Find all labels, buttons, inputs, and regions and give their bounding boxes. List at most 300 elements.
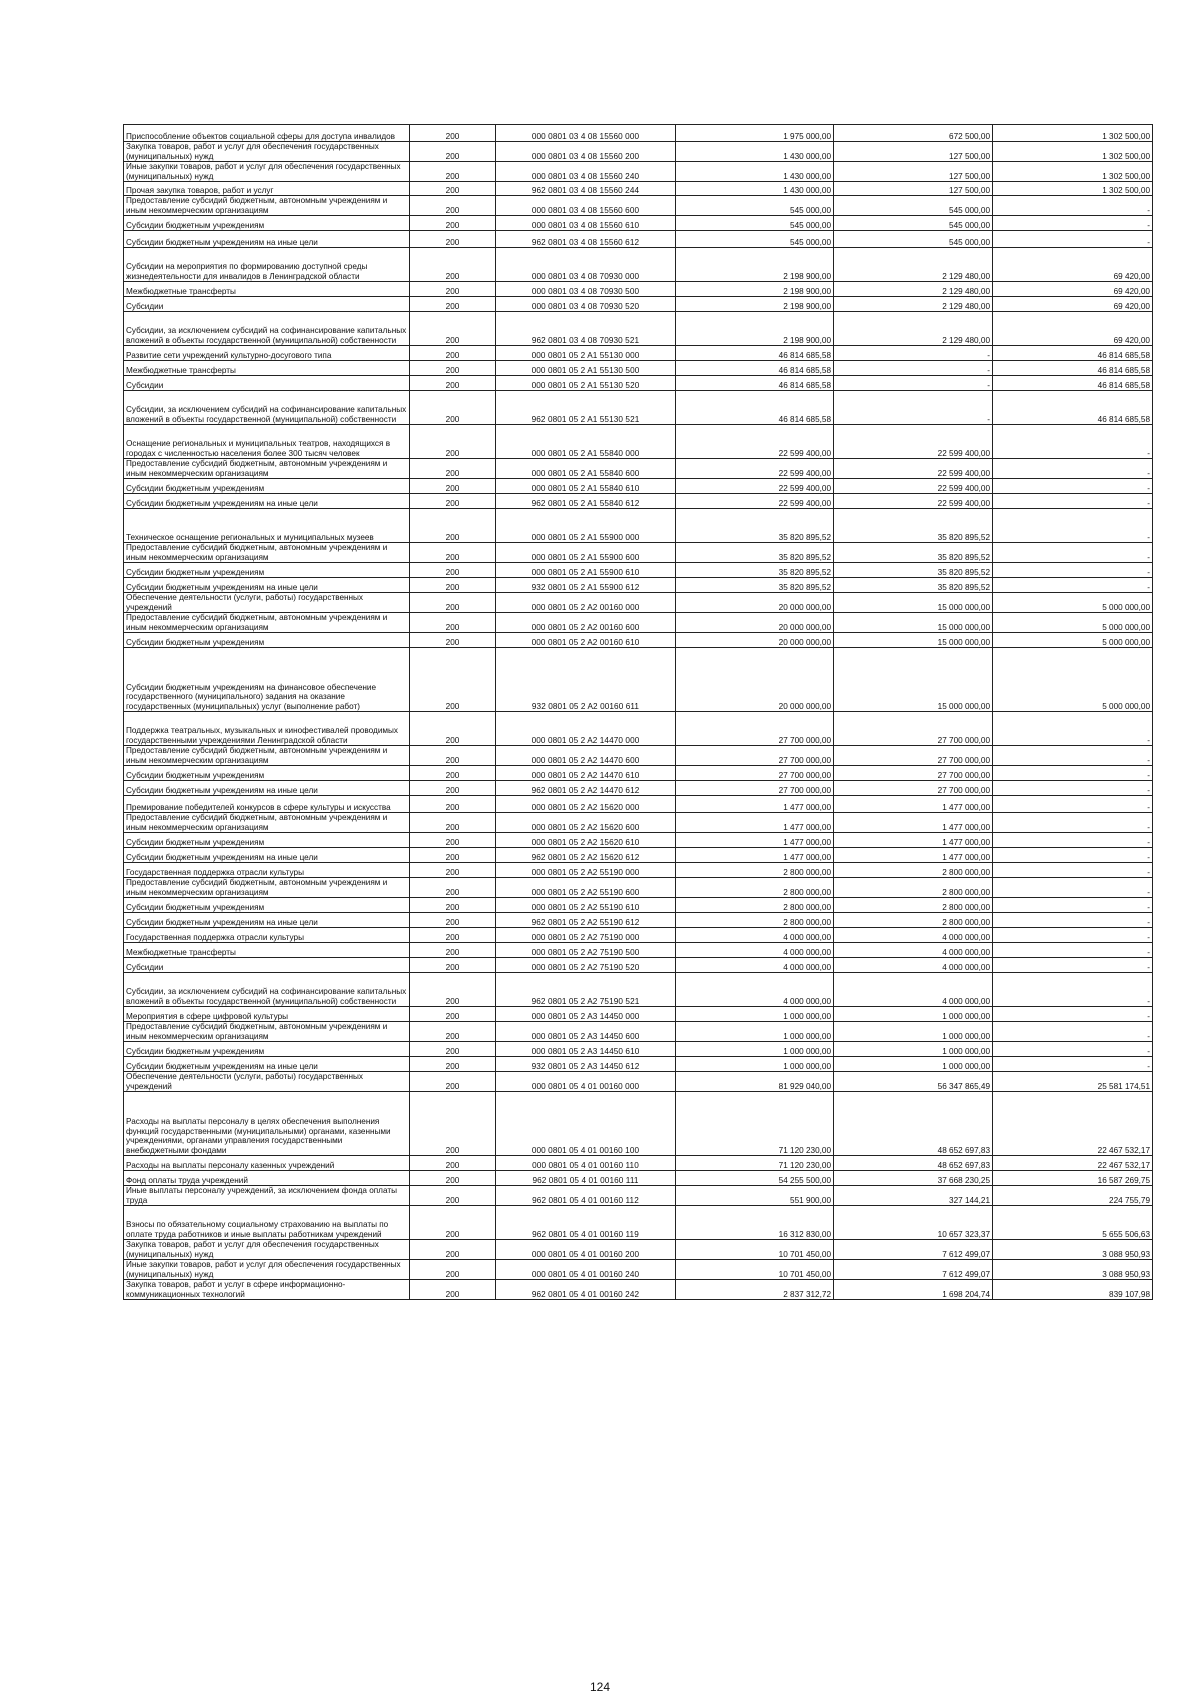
row-kbk-code: 000 0801 05 4 01 00160 000 <box>496 1072 676 1092</box>
row-approved-amount: 545 000,00 <box>676 196 834 216</box>
row-kbk-code: 962 0801 05 4 01 00160 111 <box>496 1171 676 1186</box>
row-unexecuted-amount: - <box>993 746 1153 766</box>
row-executed-amount: 56 347 865,49 <box>834 1072 993 1092</box>
row-unexecuted-amount: - <box>993 928 1153 943</box>
row-kbk-code: 962 0801 05 4 01 00160 242 <box>496 1280 676 1300</box>
row-approved-amount: 1 000 000,00 <box>676 1007 834 1022</box>
row-approved-amount: 35 820 895,52 <box>676 543 834 563</box>
row-code: 200 <box>410 766 496 781</box>
row-code: 200 <box>410 1206 496 1240</box>
row-name: Расходы на выплаты персоналу казенных учреждений <box>124 1156 410 1171</box>
row-code: 200 <box>410 563 496 578</box>
row-unexecuted-amount: 69 420,00 <box>993 248 1153 282</box>
row-executed-amount: 1 000 000,00 <box>834 1022 993 1042</box>
row-executed-amount: 4 000 000,00 <box>834 973 993 1007</box>
row-approved-amount: 4 000 000,00 <box>676 958 834 973</box>
table-row <box>124 479 1153 494</box>
row-approved-amount: 81 929 040,00 <box>676 1072 834 1092</box>
row-unexecuted-amount: 46 814 685,58 <box>993 376 1153 391</box>
row-executed-amount: 10 657 323,37 <box>834 1206 993 1240</box>
row-executed-amount: 4 000 000,00 <box>834 928 993 943</box>
row-code: 200 <box>410 796 496 813</box>
table-row <box>124 1240 1153 1260</box>
row-approved-amount: 2 800 000,00 <box>676 878 834 898</box>
row-approved-amount: 1 430 000,00 <box>676 162 834 182</box>
table-row <box>124 1260 1153 1280</box>
row-code: 200 <box>410 125 496 142</box>
row-kbk-code: 000 0801 05 2 A2 15620 000 <box>496 796 676 813</box>
row-executed-amount: 545 000,00 <box>834 216 993 231</box>
table-row <box>124 162 1153 182</box>
row-approved-amount: 46 814 685,58 <box>676 346 834 361</box>
row-executed-amount: 2 129 480,00 <box>834 248 993 282</box>
row-executed-amount: 15 000 000,00 <box>834 633 993 648</box>
row-name: Предоставление субсидий бюджетным, автономным учреждениям и иным некоммерческим организациям <box>124 543 410 563</box>
row-unexecuted-amount: - <box>993 898 1153 913</box>
row-kbk-code: 000 0801 05 2 A2 55190 610 <box>496 898 676 913</box>
table-row <box>124 182 1153 196</box>
row-kbk-code: 000 0801 03 4 08 15560 610 <box>496 216 676 231</box>
row-kbk-code: 000 0801 05 2 A1 55900 610 <box>496 563 676 578</box>
row-approved-amount: 16 312 830,00 <box>676 1206 834 1240</box>
row-kbk-code: 962 0801 05 4 01 00160 112 <box>496 1186 676 1206</box>
row-unexecuted-amount: 1 302 500,00 <box>993 142 1153 162</box>
table-row <box>124 282 1153 297</box>
row-kbk-code: 000 0801 05 2 A2 75190 500 <box>496 943 676 958</box>
row-approved-amount: 1 430 000,00 <box>676 142 834 162</box>
table-row <box>124 813 1153 833</box>
row-approved-amount: 22 599 400,00 <box>676 459 834 479</box>
row-unexecuted-amount: - <box>993 1007 1153 1022</box>
row-code: 200 <box>410 781 496 796</box>
row-code: 200 <box>410 142 496 162</box>
row-approved-amount: 1 430 000,00 <box>676 182 834 196</box>
row-code: 200 <box>410 376 496 391</box>
row-approved-amount: 35 820 895,52 <box>676 578 834 593</box>
row-kbk-code: 000 0801 05 2 A2 00160 000 <box>496 593 676 613</box>
row-name: Предоставление субсидий бюджетным, автономным учреждениям и иным некоммерческим организациям <box>124 1022 410 1042</box>
row-executed-amount: 545 000,00 <box>834 196 993 216</box>
row-unexecuted-amount: 5 000 000,00 <box>993 648 1153 712</box>
table-row <box>124 766 1153 781</box>
row-unexecuted-amount: 1 302 500,00 <box>993 125 1153 142</box>
row-name: Расходы на выплаты персоналу в целях обеспечения выполнения функций государственными (муниципальными) органами, казенными учреждениями, органами управления государственными внебюджетными фондами <box>124 1092 410 1156</box>
row-executed-amount: 1 477 000,00 <box>834 796 993 813</box>
table-row <box>124 425 1153 459</box>
row-name: Субсидии бюджетным учреждениям на иные цели <box>124 578 410 593</box>
table-row <box>124 833 1153 848</box>
table-body <box>124 125 1153 1300</box>
row-approved-amount: 54 255 500,00 <box>676 1171 834 1186</box>
row-code: 200 <box>410 648 496 712</box>
row-code: 200 <box>410 863 496 878</box>
row-executed-amount: 2 800 000,00 <box>834 913 993 928</box>
row-kbk-code: 000 0801 05 2 A3 14450 610 <box>496 1042 676 1057</box>
row-executed-amount: 4 000 000,00 <box>834 958 993 973</box>
row-code: 200 <box>410 391 496 425</box>
row-unexecuted-amount: - <box>993 1042 1153 1057</box>
table-row <box>124 494 1153 509</box>
row-name: Обеспечение деятельности (услуги, работы) государственных учреждений <box>124 1072 410 1092</box>
row-approved-amount: 46 814 685,58 <box>676 361 834 376</box>
row-approved-amount: 71 120 230,00 <box>676 1156 834 1171</box>
row-kbk-code: 000 0801 05 2 A2 15620 600 <box>496 813 676 833</box>
row-unexecuted-amount: - <box>993 231 1153 248</box>
row-executed-amount: 7 612 499,07 <box>834 1240 993 1260</box>
row-unexecuted-amount: 1 302 500,00 <box>993 182 1153 196</box>
row-kbk-code: 000 0801 05 2 A3 14450 000 <box>496 1007 676 1022</box>
row-approved-amount: 1 477 000,00 <box>676 833 834 848</box>
row-name: Премирование победителей конкурсов в сфере культуры и искусства <box>124 796 410 813</box>
row-unexecuted-amount: 46 814 685,58 <box>993 361 1153 376</box>
row-kbk-code: 932 0801 05 2 A2 00160 611 <box>496 648 676 712</box>
row-executed-amount: 15 000 000,00 <box>834 648 993 712</box>
row-kbk-code: 000 0801 03 4 08 15560 600 <box>496 196 676 216</box>
row-name: Субсидии бюджетным учреждениям на иные цели <box>124 913 410 928</box>
row-name: Оснащение региональных и муниципальных театров, находящихся в городах с численностью населения более 300 тысяч человек <box>124 425 410 459</box>
row-name: Субсидии бюджетным учреждениям на иные цели <box>124 781 410 796</box>
row-approved-amount: 1 477 000,00 <box>676 813 834 833</box>
row-code: 200 <box>410 459 496 479</box>
row-code: 200 <box>410 593 496 613</box>
table-row <box>124 878 1153 898</box>
row-code: 200 <box>410 182 496 196</box>
row-code: 200 <box>410 196 496 216</box>
row-unexecuted-amount: - <box>993 509 1153 543</box>
row-kbk-code: 000 0801 05 4 01 00160 200 <box>496 1240 676 1260</box>
row-kbk-code: 000 0801 05 2 A2 00160 610 <box>496 633 676 648</box>
row-name: Иные закупки товаров, работ и услуг для обеспечения государственных (муниципальных) нужд <box>124 162 410 182</box>
row-code: 200 <box>410 1171 496 1186</box>
row-approved-amount: 27 700 000,00 <box>676 766 834 781</box>
row-kbk-code: 000 0801 03 4 08 70930 500 <box>496 282 676 297</box>
row-kbk-code: 000 0801 03 4 08 15560 000 <box>496 125 676 142</box>
row-executed-amount: - <box>834 391 993 425</box>
row-kbk-code: 000 0801 05 2 A1 55840 600 <box>496 459 676 479</box>
table-row <box>124 958 1153 973</box>
row-code: 200 <box>410 509 496 543</box>
row-unexecuted-amount: 25 581 174,51 <box>993 1072 1153 1092</box>
row-code: 200 <box>410 248 496 282</box>
row-approved-amount: 2 198 900,00 <box>676 312 834 346</box>
row-approved-amount: 20 000 000,00 <box>676 633 834 648</box>
row-code: 200 <box>410 346 496 361</box>
row-approved-amount: 4 000 000,00 <box>676 973 834 1007</box>
row-code: 200 <box>410 1072 496 1092</box>
row-unexecuted-amount: 224 755,79 <box>993 1186 1153 1206</box>
row-unexecuted-amount: - <box>993 543 1153 563</box>
row-executed-amount: 2 129 480,00 <box>834 282 993 297</box>
row-executed-amount: 127 500,00 <box>834 182 993 196</box>
row-unexecuted-amount: - <box>993 943 1153 958</box>
row-unexecuted-amount: 3 088 950,93 <box>993 1240 1153 1260</box>
row-code: 200 <box>410 833 496 848</box>
row-unexecuted-amount: 5 000 000,00 <box>993 613 1153 633</box>
table-row <box>124 1171 1153 1186</box>
table-row <box>124 796 1153 813</box>
row-code: 200 <box>410 1057 496 1072</box>
table-row <box>124 1042 1153 1057</box>
row-code: 200 <box>410 712 496 746</box>
table-row <box>124 648 1153 712</box>
row-code: 200 <box>410 1042 496 1057</box>
row-kbk-code: 962 0801 03 4 08 15560 244 <box>496 182 676 196</box>
row-executed-amount: 35 820 895,52 <box>834 578 993 593</box>
table-row <box>124 376 1153 391</box>
row-executed-amount: - <box>834 361 993 376</box>
table-row <box>124 346 1153 361</box>
row-unexecuted-amount: - <box>993 913 1153 928</box>
row-executed-amount: 672 500,00 <box>834 125 993 142</box>
row-name: Субсидии бюджетным учреждениям <box>124 633 410 648</box>
table-row <box>124 1007 1153 1022</box>
row-name: Субсидии, за исключением субсидий на софинансирование капитальных вложений в объекты государственной (муниципальной) собственности <box>124 973 410 1007</box>
row-name: Субсидии бюджетным учреждениям на иные цели <box>124 231 410 248</box>
row-kbk-code: 000 0801 05 2 A2 75190 520 <box>496 958 676 973</box>
row-kbk-code: 000 0801 05 2 A2 00160 600 <box>496 613 676 633</box>
table-row <box>124 1022 1153 1042</box>
row-unexecuted-amount: 5 000 000,00 <box>993 633 1153 648</box>
row-name: Субсидии бюджетным учреждениям <box>124 833 410 848</box>
row-approved-amount: 27 700 000,00 <box>676 781 834 796</box>
row-executed-amount: 127 500,00 <box>834 162 993 182</box>
row-approved-amount: 22 599 400,00 <box>676 425 834 459</box>
row-name: Субсидии <box>124 958 410 973</box>
row-name: Обеспечение деятельности (услуги, работы) государственных учреждений <box>124 593 410 613</box>
row-kbk-code: 000 0801 05 2 A3 14450 600 <box>496 1022 676 1042</box>
row-name: Предоставление субсидий бюджетным, автономным учреждениям и иным некоммерческим организациям <box>124 459 410 479</box>
row-name: Субсидии на мероприятия по формированию доступной среды жизнедеятельности для инвалидов в Ленинградской области <box>124 248 410 282</box>
row-approved-amount: 1 477 000,00 <box>676 796 834 813</box>
table-row <box>124 459 1153 479</box>
row-kbk-code: 000 0801 03 4 08 15560 240 <box>496 162 676 182</box>
row-kbk-code: 000 0801 05 2 A1 55130 000 <box>496 346 676 361</box>
row-name: Предоставление субсидий бюджетным, автономным учреждениям и иным некоммерческим организациям <box>124 746 410 766</box>
row-unexecuted-amount: - <box>993 878 1153 898</box>
row-approved-amount: 27 700 000,00 <box>676 712 834 746</box>
row-approved-amount: 1 000 000,00 <box>676 1022 834 1042</box>
row-approved-amount: 2 198 900,00 <box>676 248 834 282</box>
row-code: 200 <box>410 898 496 913</box>
row-kbk-code: 000 0801 05 4 01 00160 110 <box>496 1156 676 1171</box>
row-name: Предоставление субсидий бюджетным, автономным учреждениям и иным некоммерческим организациям <box>124 196 410 216</box>
row-code: 200 <box>410 913 496 928</box>
row-code: 200 <box>410 1240 496 1260</box>
table-row <box>124 781 1153 796</box>
row-kbk-code: 000 0801 03 4 08 15560 200 <box>496 142 676 162</box>
table-row <box>124 613 1153 633</box>
row-name: Закупка товаров, работ и услуг для обеспечения государственных (муниципальных) нужд <box>124 142 410 162</box>
row-kbk-code: 000 0801 05 2 A2 55190 600 <box>496 878 676 898</box>
table-row <box>124 563 1153 578</box>
row-unexecuted-amount: 16 587 269,75 <box>993 1171 1153 1186</box>
row-executed-amount: 27 700 000,00 <box>834 766 993 781</box>
table-row <box>124 863 1153 878</box>
table-row <box>124 746 1153 766</box>
row-code: 200 <box>410 543 496 563</box>
table-row <box>124 142 1153 162</box>
row-approved-amount: 35 820 895,52 <box>676 563 834 578</box>
row-executed-amount: 327 144,21 <box>834 1186 993 1206</box>
budget-execution-table <box>123 124 1153 1300</box>
row-approved-amount: 22 599 400,00 <box>676 494 834 509</box>
row-name: Субсидии бюджетным учреждениям <box>124 216 410 231</box>
row-unexecuted-amount: - <box>993 796 1153 813</box>
row-code: 200 <box>410 1280 496 1300</box>
table-row <box>124 125 1153 142</box>
row-unexecuted-amount: - <box>993 494 1153 509</box>
row-name: Приспособление объектов социальной сферы для доступа инвалидов <box>124 125 410 142</box>
row-code: 200 <box>410 1007 496 1022</box>
table-row <box>124 898 1153 913</box>
table-row <box>124 248 1153 282</box>
row-unexecuted-amount: 46 814 685,58 <box>993 346 1153 361</box>
row-approved-amount: 1 975 000,00 <box>676 125 834 142</box>
row-name: Субсидии бюджетным учреждениям на финансовое обеспечение государственного (муниципального) задания на оказание государственных (муниципальных) услуг (выполнение работ) <box>124 648 410 712</box>
row-executed-amount: 35 820 895,52 <box>834 543 993 563</box>
row-name: Субсидии бюджетным учреждениям <box>124 1042 410 1057</box>
row-unexecuted-amount: 3 088 950,93 <box>993 1260 1153 1280</box>
row-unexecuted-amount: 22 467 532,17 <box>993 1156 1153 1171</box>
row-executed-amount: 15 000 000,00 <box>834 593 993 613</box>
table-row <box>124 928 1153 943</box>
row-name: Предоставление субсидий бюджетным, автономным учреждениям и иным некоммерческим организациям <box>124 813 410 833</box>
row-code: 200 <box>410 848 496 863</box>
row-unexecuted-amount: 69 420,00 <box>993 282 1153 297</box>
row-name: Закупка товаров, работ и услуг для обеспечения государственных (муниципальных) нужд <box>124 1240 410 1260</box>
row-unexecuted-amount: - <box>993 863 1153 878</box>
table-row <box>124 1072 1153 1092</box>
row-code: 200 <box>410 943 496 958</box>
row-executed-amount: 35 820 895,52 <box>834 563 993 578</box>
row-kbk-code: 000 0801 03 4 08 70930 520 <box>496 297 676 312</box>
row-code: 200 <box>410 633 496 648</box>
table-row <box>124 633 1153 648</box>
row-unexecuted-amount: - <box>993 712 1153 746</box>
row-approved-amount: 2 198 900,00 <box>676 282 834 297</box>
table-row <box>124 312 1153 346</box>
row-approved-amount: 4 000 000,00 <box>676 943 834 958</box>
table-row <box>124 1206 1153 1240</box>
row-executed-amount: 2 129 480,00 <box>834 297 993 312</box>
table-row <box>124 231 1153 248</box>
row-approved-amount: 22 599 400,00 <box>676 479 834 494</box>
row-code: 200 <box>410 231 496 248</box>
row-code: 200 <box>410 1092 496 1156</box>
row-unexecuted-amount: 69 420,00 <box>993 297 1153 312</box>
row-approved-amount: 20 000 000,00 <box>676 648 834 712</box>
row-code: 200 <box>410 1260 496 1280</box>
row-approved-amount: 545 000,00 <box>676 216 834 231</box>
row-name: Предоставление субсидий бюджетным, автономным учреждениям и иным некоммерческим организациям <box>124 613 410 633</box>
row-approved-amount: 2 837 312,72 <box>676 1280 834 1300</box>
row-executed-amount: 35 820 895,52 <box>834 509 993 543</box>
row-unexecuted-amount: - <box>993 848 1153 863</box>
row-unexecuted-amount: - <box>993 563 1153 578</box>
row-name: Межбюджетные трансферты <box>124 282 410 297</box>
row-executed-amount: 1 477 000,00 <box>834 833 993 848</box>
table-row <box>124 943 1153 958</box>
table-row <box>124 578 1153 593</box>
row-name: Техническое оснащение региональных и муниципальных музеев <box>124 509 410 543</box>
row-name: Субсидии бюджетным учреждениям на иные цели <box>124 1057 410 1072</box>
row-kbk-code: 000 0801 05 2 A1 55900 600 <box>496 543 676 563</box>
row-code: 200 <box>410 312 496 346</box>
row-kbk-code: 962 0801 05 2 A1 55130 521 <box>496 391 676 425</box>
row-approved-amount: 10 701 450,00 <box>676 1240 834 1260</box>
row-executed-amount: 1 698 204,74 <box>834 1280 993 1300</box>
row-approved-amount: 27 700 000,00 <box>676 746 834 766</box>
row-kbk-code: 000 0801 05 2 A2 55190 000 <box>496 863 676 878</box>
row-unexecuted-amount: 5 000 000,00 <box>993 593 1153 613</box>
row-kbk-code: 000 0801 05 2 A2 14470 600 <box>496 746 676 766</box>
row-approved-amount: 1 000 000,00 <box>676 1042 834 1057</box>
row-approved-amount: 20 000 000,00 <box>676 593 834 613</box>
row-kbk-code: 932 0801 05 2 A3 14450 612 <box>496 1057 676 1072</box>
table-row <box>124 543 1153 563</box>
row-executed-amount: 27 700 000,00 <box>834 781 993 796</box>
table-row <box>124 196 1153 216</box>
row-executed-amount: 127 500,00 <box>834 142 993 162</box>
row-code: 200 <box>410 613 496 633</box>
row-approved-amount: 1 000 000,00 <box>676 1057 834 1072</box>
row-code: 200 <box>410 1156 496 1171</box>
row-name: Межбюджетные трансферты <box>124 361 410 376</box>
row-name: Межбюджетные трансферты <box>124 943 410 958</box>
row-name: Иные закупки товаров, работ и услуг для обеспечения государственных (муниципальных) нужд <box>124 1260 410 1280</box>
row-name: Мероприятия в сфере цифровой культуры <box>124 1007 410 1022</box>
row-kbk-code: 962 0801 03 4 08 15560 612 <box>496 231 676 248</box>
row-name: Субсидии бюджетным учреждениям на иные цели <box>124 848 410 863</box>
row-unexecuted-amount: - <box>993 479 1153 494</box>
row-unexecuted-amount: - <box>993 958 1153 973</box>
row-code: 200 <box>410 425 496 459</box>
row-name: Закупка товаров, работ и услуг в сфере информационно-коммуникационных технологий <box>124 1280 410 1300</box>
row-executed-amount: 48 652 697,83 <box>834 1092 993 1156</box>
row-approved-amount: 551 900,00 <box>676 1186 834 1206</box>
row-name: Развитие сети учреждений культурно-досугового типа <box>124 346 410 361</box>
row-name: Субсидии <box>124 297 410 312</box>
row-unexecuted-amount: 22 467 532,17 <box>993 1092 1153 1156</box>
table-row <box>124 1057 1153 1072</box>
row-kbk-code: 000 0801 05 4 01 00160 240 <box>496 1260 676 1280</box>
row-executed-amount: 7 612 499,07 <box>834 1260 993 1280</box>
row-approved-amount: 46 814 685,58 <box>676 391 834 425</box>
row-executed-amount: 48 652 697,83 <box>834 1156 993 1171</box>
table-row <box>124 391 1153 425</box>
row-name: Субсидии бюджетным учреждениям <box>124 563 410 578</box>
row-kbk-code: 000 0801 05 2 A2 14470 000 <box>496 712 676 746</box>
row-executed-amount: 2 800 000,00 <box>834 878 993 898</box>
row-code: 200 <box>410 746 496 766</box>
row-code: 200 <box>410 361 496 376</box>
row-unexecuted-amount: - <box>993 459 1153 479</box>
row-name: Субсидии, за исключением субсидий на софинансирование капитальных вложений в объекты государственной (муниципальной) собственности <box>124 391 410 425</box>
row-approved-amount: 4 000 000,00 <box>676 928 834 943</box>
row-kbk-code: 000 0801 05 2 A2 14470 610 <box>496 766 676 781</box>
row-approved-amount: 2 800 000,00 <box>676 898 834 913</box>
row-code: 200 <box>410 1186 496 1206</box>
row-name: Прочая закупка товаров, работ и услуг <box>124 182 410 196</box>
table-row <box>124 509 1153 543</box>
row-unexecuted-amount: - <box>993 833 1153 848</box>
row-name: Субсидии, за исключением субсидий на софинансирование капитальных вложений в объекты государственной (муниципальной) собственности <box>124 312 410 346</box>
row-executed-amount: 22 599 400,00 <box>834 425 993 459</box>
row-code: 200 <box>410 162 496 182</box>
row-kbk-code: 000 0801 03 4 08 70930 000 <box>496 248 676 282</box>
row-kbk-code: 000 0801 05 2 A2 75190 000 <box>496 928 676 943</box>
row-executed-amount: 1 000 000,00 <box>834 1057 993 1072</box>
